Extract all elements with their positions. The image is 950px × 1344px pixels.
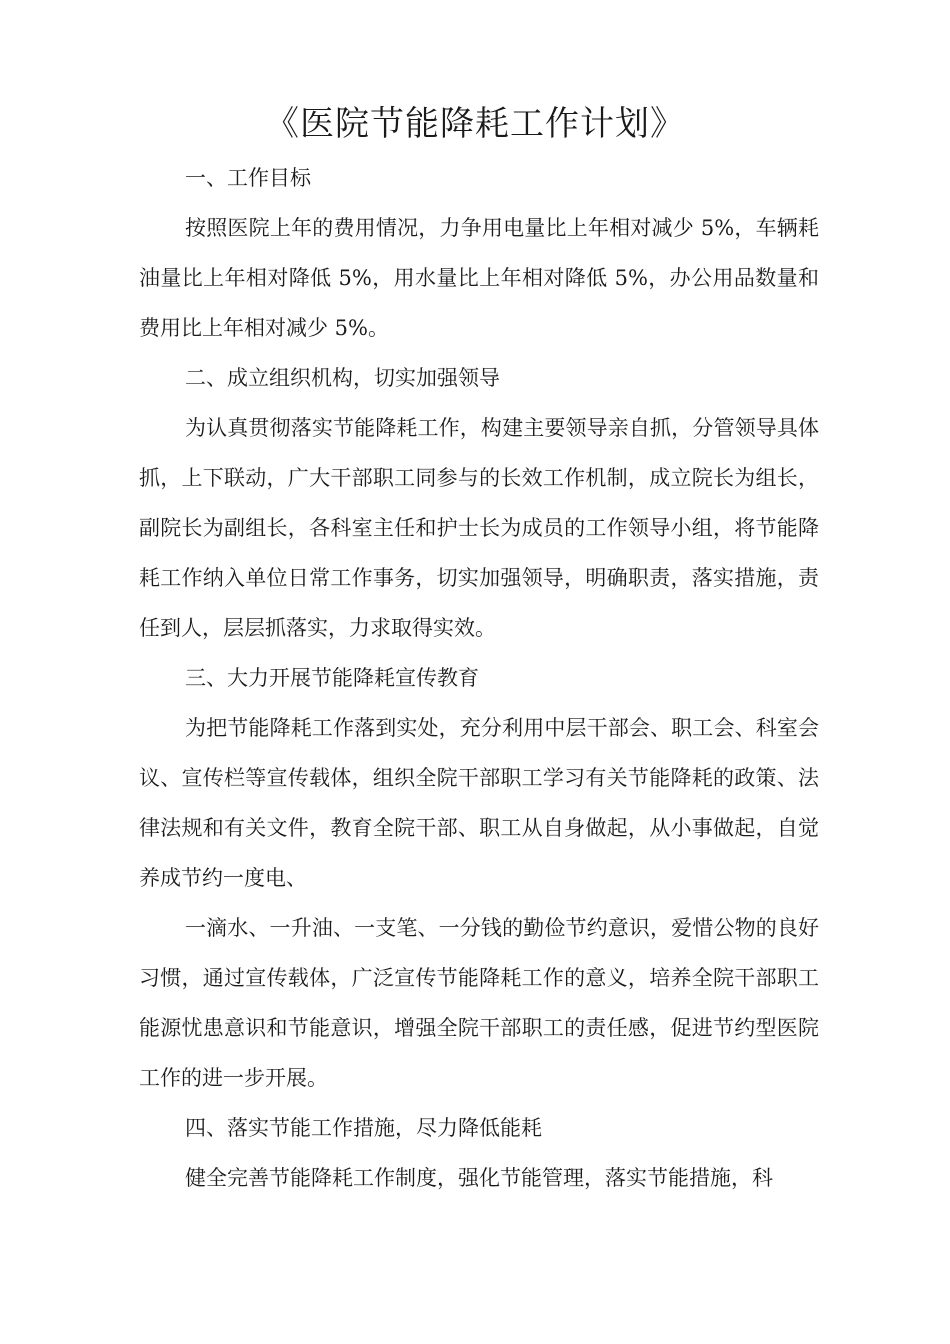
paragraph-education: 为把节能降耗工作落到实处，充分利用中层干部会、职工会、科室会议、宣传栏等宣传载体，组织全院干部职工学习有关节能降耗的政策、法律法规和有关文件，教育全院干部、职工从自身做起，从小事做起，自觉养成节约一度电、 xyxy=(139,716,819,890)
paragraph-education-continued: 一滴水、一升油、一支笔、一分钱的勤俭节约意识，爱惜公物的良好习惯，通过宣传载体，广泛宣传节能降耗工作的意义，培养全院干部职工能源忧患意识和节能意识，增强全院干部职工的责任感，促进节约型医院工作的进一步开展。 xyxy=(139,916,819,1090)
document-body xyxy=(139,153,819,1203)
section-heading-education: 三、大力开展节能降耗宣传教育 xyxy=(185,666,479,690)
section-heading-organization: 二、成立组织机构，切实加强领导 xyxy=(185,366,500,390)
paragraph-organization: 为认真贯彻落实节能降耗工作，构建主要领导亲自抓，分管领导具体抓，上下联动，广大干部职工同参与的长效工作机制，成立院长为组长，副院长为副组长，各科室主任和护士长为成员的工作领导小组，将节能降耗工作纳入单位日常工作事务，切实加强领导，明确职责，落实措施，责任到人，层层抓落实，力求取得实效。 xyxy=(139,416,819,640)
paragraph-measures: 健全完善节能降耗工作制度，强化节能管理，落实节能措施，科 xyxy=(185,1166,773,1190)
section-heading-measures: 四、落实节能工作措施，尽力降低能耗 xyxy=(185,1116,542,1140)
document-title: 《医院节能降耗工作计划》 xyxy=(265,104,685,144)
paragraph-goals: 按照医院上年的费用情况，力争用电量比上年相对减少 5%，车辆耗油量比上年相对降低 5%，用水量比上年相对降低 5%，办公用品数量和费用比上年相对减少 5%。 xyxy=(139,216,819,340)
section-heading-goals: 一、工作目标 xyxy=(185,166,311,190)
